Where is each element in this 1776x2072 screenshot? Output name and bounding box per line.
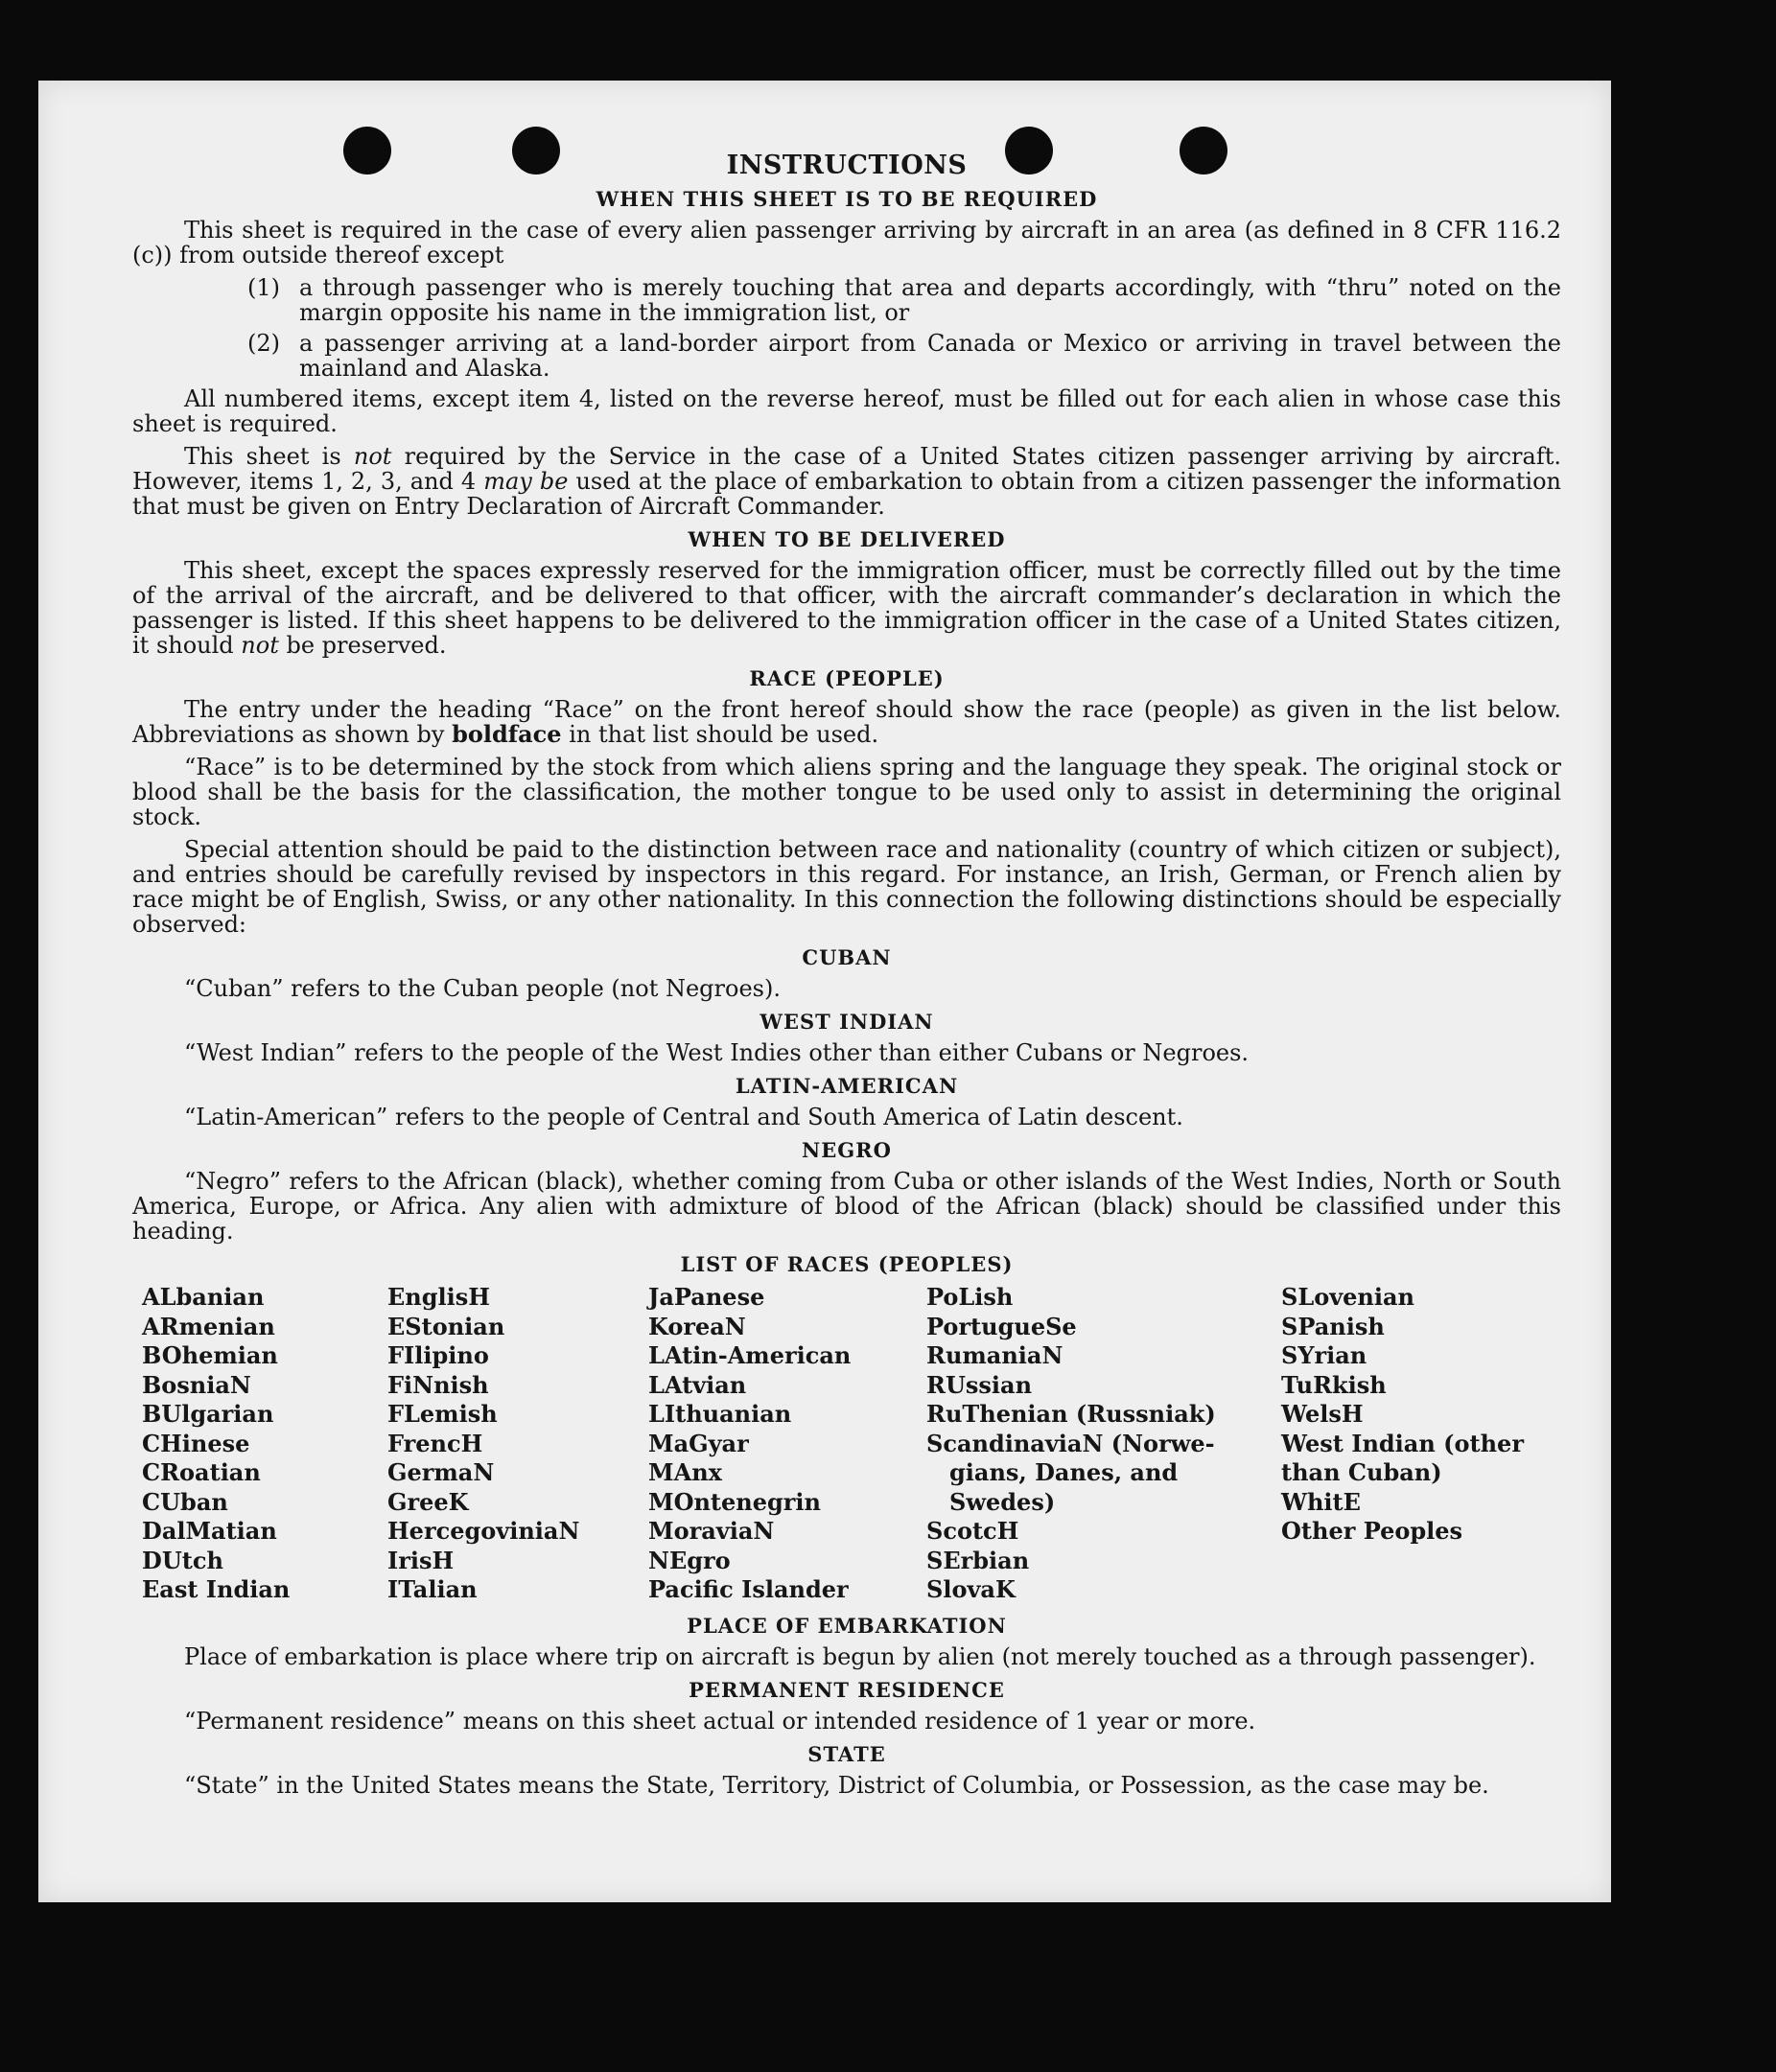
race-entry: HercegoviniaN [387, 1517, 580, 1545]
race-entry: ARmenian [142, 1312, 275, 1340]
race-entry: KoreaN [648, 1312, 746, 1340]
races-column [926, 1283, 1281, 1605]
race-paragraph: Special attention should be paid to the distinction between race and nationality (country of which citizen or subject), and entries should be carefully revised by inspectors in this regard. For instance, an Irish, German, or French alien by race might be of English, Swiss, or any other nationality. In this connection the following distinctions should be especially observed: [132, 836, 1561, 938]
race-entry: MoraviaN [648, 1517, 775, 1545]
race-entry: RUssian [926, 1370, 1033, 1399]
race-entry: SlovaK [926, 1575, 1016, 1603]
required-intro: This sheet is required in the case of every alien passenger arriving by aircraft in an area (as defined in 8 CFR 116.2 (c)) from outside thereof except [132, 217, 1561, 268]
section-heading-negro: NEGRO [802, 1138, 892, 1162]
race-entry: GermaN [387, 1458, 495, 1486]
race-entry: SErbian [926, 1546, 1030, 1574]
race-paragraph: “Race” is to be determined by the stock from which aliens spring and the language they speak. The original stock or blood shall be the basis for the classification, the mother tongue to be used only to assist in determining the original stock. [132, 754, 1561, 830]
race-entry: TuRkish [1281, 1370, 1387, 1399]
races-list [142, 1283, 1561, 1605]
race-entry: DalMatian [142, 1517, 277, 1545]
delivered-text [132, 558, 1561, 658]
section-heading-embarkation: PLACE OF EMBARKATION [687, 1613, 1007, 1638]
negro-definition: “Negro” refers to the African (black), whether coming from Cuba or other islands of the West Indies, North or South America, Europe, or Africa. Any alien with admixture of blood of the African (black) should be classified under this heading. [132, 1168, 1561, 1245]
section-heading-west-indian: WEST INDIAN [759, 1010, 934, 1034]
citizen-note-emphasis: may be [483, 468, 569, 495]
race-entry: West Indian (other [1281, 1429, 1524, 1457]
residence-definition: “Permanent residence” means on this sheet actual or intended residence of 1 year or more. [184, 1707, 1256, 1734]
races-column [387, 1283, 648, 1605]
west-indian-definition: “West Indian” refers to the people of the West Indies other than either Cubans or Negroes. [184, 1039, 1250, 1066]
race-entry: EnglisH [387, 1283, 490, 1311]
section-heading-required: WHEN THIS SHEET IS TO BE REQUIRED [596, 187, 1098, 211]
citizen-note-emphasis: not [353, 443, 392, 470]
race-entry: ScandinaviaN (Norwe- [926, 1429, 1215, 1457]
race-entry: gians, Danes, and [926, 1458, 1179, 1486]
exception-number: (1) [247, 274, 280, 301]
race-entry: PoLish [926, 1283, 1014, 1311]
race-entry: PortugueSe [926, 1312, 1077, 1340]
race-entry: NEgro [648, 1546, 731, 1574]
race-entry: than Cuban) [1281, 1458, 1442, 1486]
latin-american-definition: “Latin-American” refers to the people of Central and South America of Latin descent. [184, 1104, 1183, 1130]
race-entry: RumaniaN [926, 1341, 1063, 1369]
race-entry: RuThenian (Russniak) [926, 1400, 1216, 1428]
section-heading-delivered: WHEN TO BE DELIVERED [688, 527, 1006, 551]
delivered-text-part: be preserved. [278, 632, 447, 659]
exception-item [247, 331, 1561, 381]
race-entry: IrisH [387, 1546, 455, 1574]
race-entry: SLovenian [1281, 1283, 1414, 1311]
section-heading-list-of-races: LIST OF RACES (PEOPLES) [680, 1252, 1014, 1276]
page-title: INSTRUCTIONS [726, 151, 968, 180]
race-entry: FIlipino [387, 1341, 489, 1369]
document-sheet [38, 81, 1611, 1902]
race-entry: FrencH [387, 1429, 483, 1457]
section-heading-residence: PERMANENT RESIDENCE [689, 1677, 1005, 1702]
state-definition: “State” in the United States means the State, Territory, District of Columbia, or Possession, as the case may be. [184, 1771, 1489, 1799]
delivered-emphasis: not [241, 632, 279, 659]
race-entry: BosniaN [142, 1370, 251, 1399]
section-heading-state: STATE [807, 1741, 886, 1766]
race-entry: ALbanian [142, 1283, 265, 1311]
numbered-items-note: All numbered items, except item 4, listed on the reverse hereof, must be filled out for each alien in whose case this sheet is required. [132, 385, 1561, 437]
race-entry: CRoatian [142, 1458, 261, 1486]
race-entry: BUlgarian [142, 1400, 274, 1428]
race-entry: EStonian [387, 1312, 505, 1340]
race-entry: MaGyar [648, 1429, 749, 1457]
race-entry: MOntenegrin [648, 1487, 821, 1516]
race-entry: East Indian [142, 1575, 291, 1603]
citizen-note-text: This sheet is [184, 443, 354, 470]
races-column [648, 1283, 926, 1605]
race-entry: Pacific Islander [648, 1575, 849, 1603]
exception-number: (2) [247, 330, 280, 357]
races-column [1281, 1283, 1540, 1605]
citizen-note-text: used at the place of embarkation to obtain from a citizen passenger the information that must be given on Entry Declaration of Aircraft Commander. [132, 468, 1561, 520]
race-entry: ScotcH [926, 1517, 1019, 1545]
race-entry: Other Peoples [1281, 1517, 1463, 1545]
exception-text: a through passenger who is merely touching that area and departs accordingly, with “thru” noted on the margin opposite his name in the immigration list, or [299, 274, 1561, 326]
race-entry: WelsH [1281, 1400, 1364, 1428]
instructions-body [132, 153, 1561, 1805]
race-paragraph [132, 697, 1561, 747]
delivered-text-part: This sheet, except the spaces expressly reserved for the immigration officer, must be correctly filled out by the time of the arrival of the aircraft, and be delivered to that officer, with the aircraft commander’s declaration in which the passenger is listed. If this sheet happens to be delivered to the immigration officer in the case of a United States citizen, it should [132, 557, 1561, 659]
race-entry: CUban [142, 1487, 228, 1516]
race-entry: BOhemian [142, 1341, 278, 1369]
race-text: The entry under the heading “Race” on the front hereof should show the race (people) as given in the list below. Abbreviations as shown by [132, 696, 1561, 748]
race-entry: JaPanese [648, 1283, 765, 1311]
race-entry: FLemish [387, 1400, 498, 1428]
race-entry: FiNnish [387, 1370, 489, 1399]
race-entry: CHinese [142, 1429, 250, 1457]
race-entry: ITalian [387, 1575, 478, 1603]
race-entry: SYrian [1281, 1341, 1367, 1369]
race-entry: GreeK [387, 1487, 469, 1516]
race-entry: WhitE [1281, 1487, 1361, 1516]
race-entry: Swedes) [926, 1487, 1056, 1516]
citizen-note-text: required by the Service in the case of a United States citizen passenger arriving by aircraft. However, items 1, 2, 3, and 4 [132, 443, 1561, 495]
races-column [142, 1283, 387, 1605]
section-heading-race: RACE (PEOPLE) [749, 666, 945, 690]
race-entry: DUtch [142, 1546, 223, 1574]
embarkation-definition: Place of embarkation is place where trip on aircraft is begun by alien (not merely touched as a through passenger). [184, 1642, 1536, 1670]
race-entry: LAtin-American [648, 1341, 852, 1369]
citizen-note [132, 444, 1561, 519]
race-entry: MAnx [648, 1458, 722, 1486]
race-bold-word: boldface [452, 720, 562, 748]
race-entry: LIthuanian [648, 1400, 792, 1428]
race-text: in that list should be used. [561, 721, 879, 748]
section-heading-cuban: CUBAN [802, 945, 892, 969]
cuban-definition: “Cuban” refers to the Cuban people (not Negroes). [184, 975, 781, 1002]
exception-text: a passenger arriving at a land-border airport from Canada or Mexico or arriving in travel between the mainland and Alaska. [299, 330, 1561, 382]
exception-item [247, 275, 1561, 325]
section-heading-latin-american: LATIN-AMERICAN [735, 1074, 959, 1098]
race-entry: LAtvian [648, 1370, 747, 1399]
race-entry: SPanish [1281, 1312, 1385, 1340]
